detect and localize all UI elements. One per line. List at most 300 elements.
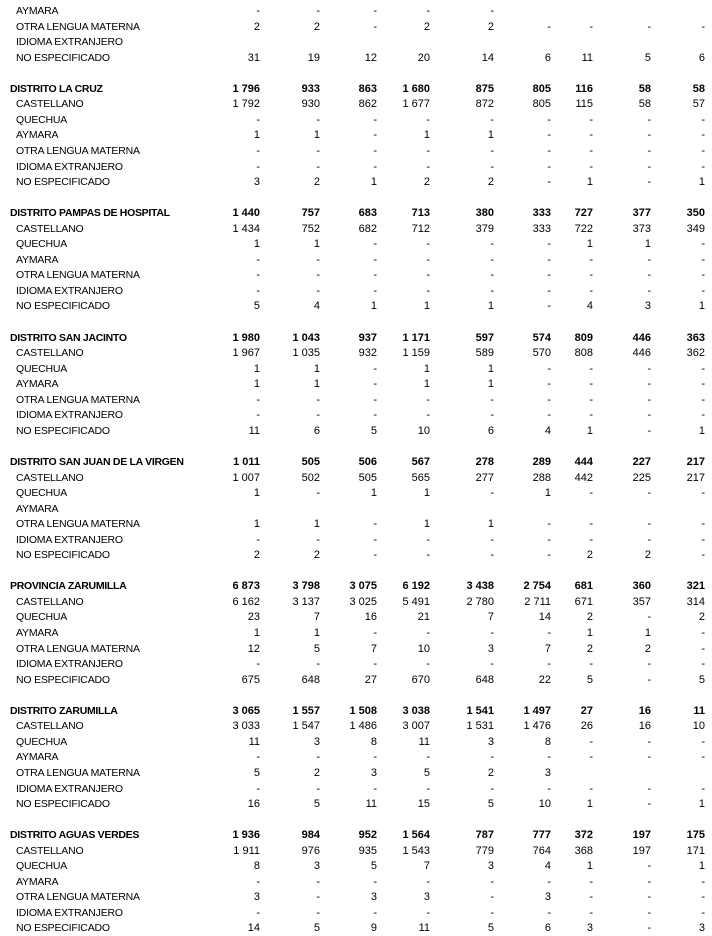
- table-cell: 349: [686, 222, 705, 235]
- table-cell: 506: [358, 455, 377, 468]
- table-cell: -: [589, 751, 593, 764]
- table-cell: 1: [423, 518, 430, 531]
- table-cell: -: [647, 176, 651, 189]
- table-cell: -: [647, 409, 651, 422]
- row-label: AYMARA: [16, 627, 59, 639]
- table-section-header-row: [0, 828, 712, 843]
- table-cell: 2: [644, 549, 651, 562]
- table-row: [0, 782, 712, 797]
- table-cell: -: [373, 20, 377, 33]
- table-cell: 1 680: [402, 82, 430, 95]
- table-cell: 3 007: [402, 720, 430, 733]
- table-cell: -: [490, 875, 494, 888]
- table-cell: -: [647, 20, 651, 33]
- table-cell: 7: [544, 642, 551, 655]
- table-cell: -: [426, 144, 430, 157]
- table-cell: 26: [580, 720, 593, 733]
- table-cell: -: [316, 782, 320, 795]
- row-label: DISTRITO SAN JACINTO: [10, 331, 127, 344]
- table-cell: 2: [253, 20, 260, 33]
- row-label: OTRA LENGUA MATERNA: [16, 642, 140, 655]
- table-cell: 777: [532, 829, 551, 842]
- table-row: [0, 237, 712, 252]
- table-cell: -: [647, 269, 651, 282]
- table-cell: 752: [301, 222, 320, 235]
- table-cell: 446: [632, 331, 651, 344]
- table-cell: 1: [544, 487, 551, 500]
- table-cell: 4: [544, 860, 551, 873]
- table-cell: -: [647, 611, 651, 624]
- table-cell: 11: [581, 51, 593, 64]
- table-cell: -: [316, 284, 320, 297]
- table-cell: 1 508: [349, 704, 377, 717]
- table-cell: 27: [580, 704, 593, 717]
- table-cell: 1: [586, 798, 593, 811]
- table-row: [0, 424, 712, 439]
- table-cell: -: [426, 533, 430, 546]
- table-cell: -: [647, 393, 651, 406]
- table-cell: 808: [574, 347, 593, 360]
- table-cell: 11: [248, 424, 260, 437]
- table-cell: 6 873: [232, 580, 260, 593]
- table-cell: -: [490, 891, 494, 904]
- table-cell: -: [490, 238, 494, 251]
- table-cell: 3: [370, 766, 377, 779]
- table-cell: -: [490, 269, 494, 282]
- row-label: AYMARA: [16, 751, 59, 764]
- table-cell: 288: [532, 471, 551, 484]
- table-cell: -: [701, 144, 705, 157]
- table-cell: -: [701, 627, 705, 639]
- row-label: DISTRITO ZARUMILLA: [10, 704, 118, 717]
- table-cell: 175: [686, 829, 705, 842]
- table-cell: -: [701, 533, 705, 546]
- table-cell: 1 543: [402, 844, 430, 857]
- table-cell: 3 038: [402, 704, 430, 717]
- table-cell: 1: [313, 518, 320, 531]
- table-row: [0, 517, 712, 532]
- table-cell: -: [701, 487, 705, 500]
- table-cell: 333: [532, 207, 551, 220]
- row-label: AYMARA: [16, 253, 59, 266]
- table-cell: 9: [370, 922, 377, 935]
- table-row: [0, 890, 712, 905]
- table-cell: 3: [644, 300, 651, 313]
- table-cell: 16: [638, 720, 651, 733]
- table-cell: 197: [632, 829, 651, 842]
- table-cell: -: [547, 627, 551, 639]
- row-label: QUECHUA: [16, 611, 68, 624]
- table-cell: 1: [370, 487, 377, 500]
- table-cell: 2: [313, 549, 320, 562]
- table-cell: 787: [475, 829, 494, 842]
- table-cell: -: [373, 129, 377, 142]
- row-label: QUECHUA: [16, 487, 68, 500]
- table-row: [0, 393, 712, 408]
- table-cell: -: [373, 144, 377, 157]
- table-cell: 3 025: [349, 595, 377, 608]
- row-label: OTRA LENGUA MATERNA: [16, 20, 140, 33]
- table-cell: 368: [574, 844, 593, 857]
- row-label: OTRA LENGUA MATERNA: [16, 269, 140, 282]
- table-cell: -: [701, 284, 705, 297]
- table-cell: 217: [686, 455, 705, 468]
- table-section-header-row: [0, 206, 712, 221]
- table-cell: 930: [301, 98, 320, 111]
- table-cell: -: [316, 658, 320, 671]
- row-label: DISTRITO LA CRUZ: [10, 82, 103, 95]
- table-cell: 16: [364, 611, 377, 624]
- table-cell: 321: [686, 580, 705, 593]
- row-label: NO ESPECIFICADO: [16, 424, 110, 437]
- table-cell: 11: [693, 704, 705, 717]
- table-cell: -: [373, 906, 377, 919]
- table-cell: -: [490, 627, 494, 639]
- table-cell: -: [701, 129, 705, 142]
- table-cell: -: [701, 113, 705, 126]
- table-cell: 6: [313, 424, 320, 437]
- table-cell: -: [589, 735, 593, 748]
- table-cell: -: [490, 113, 494, 126]
- table-cell: -: [547, 875, 551, 888]
- table-cell: 11: [365, 798, 377, 811]
- row-label: NO ESPECIFICADO: [16, 176, 110, 189]
- table-cell: 3: [423, 891, 430, 904]
- row-label: IDIOMA EXTRANJERO: [16, 533, 123, 546]
- table-cell: -: [256, 875, 260, 888]
- table-cell: 10: [417, 642, 430, 655]
- table-cell: -: [426, 253, 430, 266]
- table-cell: -: [647, 658, 651, 671]
- table-cell: 171: [686, 844, 705, 857]
- table-cell: 1: [370, 300, 377, 313]
- table-cell: -: [490, 751, 494, 764]
- table-row: [0, 642, 712, 657]
- table-cell: -: [373, 751, 377, 764]
- table-cell: 1: [370, 176, 377, 189]
- table-cell: 3: [544, 766, 551, 779]
- table-cell: -: [256, 269, 260, 282]
- table-cell: 5: [370, 424, 377, 437]
- row-label: OTRA LENGUA MATERNA: [16, 766, 140, 779]
- table-cell: -: [373, 113, 377, 126]
- table-cell: -: [316, 891, 320, 904]
- table-cell: 1 440: [232, 207, 260, 220]
- table-cell: -: [647, 533, 651, 546]
- table-row: [0, 875, 712, 890]
- table-cell: 1: [644, 627, 651, 639]
- table-cell: 380: [475, 207, 494, 220]
- table-cell: 1: [423, 487, 430, 500]
- table-cell: 2: [487, 766, 494, 779]
- table-row: [0, 408, 712, 423]
- table-cell: -: [589, 409, 593, 422]
- table-cell: -: [547, 658, 551, 671]
- table-cell: -: [373, 782, 377, 795]
- table-cell: -: [426, 549, 430, 562]
- table-section-header-row: [0, 579, 712, 594]
- table-cell: 1: [487, 518, 494, 531]
- table-cell: -: [701, 518, 705, 531]
- table-cell: 2: [698, 611, 705, 624]
- table-cell: -: [547, 113, 551, 126]
- table-cell: 727: [574, 207, 593, 220]
- table-cell: 1 497: [523, 704, 551, 717]
- table-cell: -: [490, 284, 494, 297]
- table-cell: -: [547, 284, 551, 297]
- table-cell: 5: [586, 673, 593, 686]
- table-cell: 809: [574, 331, 593, 344]
- table-cell: -: [701, 160, 705, 173]
- row-label: AYMARA: [16, 378, 59, 391]
- table-cell: -: [647, 922, 651, 935]
- table-cell: 6 192: [402, 580, 430, 593]
- table-cell: 2: [586, 642, 593, 655]
- table-cell: 937: [358, 331, 377, 344]
- table-cell: 984: [301, 829, 320, 842]
- table-cell: -: [647, 875, 651, 888]
- table-cell: 648: [475, 673, 494, 686]
- table-cell: 1: [586, 627, 593, 639]
- table-cell: 1 541: [466, 704, 494, 717]
- table-cell: -: [547, 518, 551, 531]
- table-cell: 565: [411, 471, 430, 484]
- table-cell: 1: [644, 238, 651, 251]
- table-cell: -: [426, 782, 430, 795]
- table-cell: 377: [632, 207, 651, 220]
- row-label: NO ESPECIFICADO: [16, 673, 110, 686]
- table-cell: -: [373, 5, 377, 17]
- table-row: [0, 20, 712, 35]
- table-cell: 1: [698, 798, 705, 811]
- table-cell: 5: [487, 798, 494, 811]
- row-label: CASTELLANO: [16, 222, 84, 235]
- table-cell: -: [426, 393, 430, 406]
- table-cell: 2: [313, 176, 320, 189]
- table-cell: 6: [544, 922, 551, 935]
- table-cell: -: [547, 176, 551, 189]
- table-cell: 505: [358, 471, 377, 484]
- table-row: [0, 486, 712, 501]
- table-row: [0, 502, 712, 517]
- table-row: [0, 4, 712, 19]
- table-row: [0, 362, 712, 377]
- table-cell: 1: [313, 627, 320, 639]
- table-cell: 671: [574, 595, 593, 608]
- table-cell: 21: [417, 611, 430, 624]
- table-cell: -: [589, 518, 593, 531]
- table-cell: -: [589, 533, 593, 546]
- table-row: [0, 299, 712, 314]
- table-cell: 1: [423, 362, 430, 375]
- table-section-header-row: [0, 82, 712, 97]
- table-cell: 1: [253, 238, 260, 251]
- table-cell: 1: [253, 378, 260, 391]
- table-cell: 1 011: [233, 455, 260, 468]
- table-row: [0, 610, 712, 625]
- table-cell: 22: [538, 673, 551, 686]
- table-cell: 1: [313, 362, 320, 375]
- table-row: [0, 735, 712, 750]
- table-cell: -: [316, 751, 320, 764]
- table-row: [0, 719, 712, 734]
- row-label: NO ESPECIFICADO: [16, 300, 110, 313]
- table-cell: -: [426, 751, 430, 764]
- table-cell: -: [373, 533, 377, 546]
- table-cell: -: [701, 393, 705, 406]
- table-row: [0, 222, 712, 237]
- table-cell: 875: [475, 82, 494, 95]
- table-cell: -: [426, 113, 430, 126]
- table-cell: -: [256, 409, 260, 422]
- table-cell: 1 936: [232, 829, 260, 842]
- table-cell: 2: [586, 611, 593, 624]
- table-cell: 58: [638, 98, 651, 111]
- table-cell: 1: [698, 424, 705, 437]
- table-row: [0, 160, 712, 175]
- table-cell: -: [373, 269, 377, 282]
- table-cell: -: [256, 533, 260, 546]
- table-cell: 2: [423, 176, 430, 189]
- table-cell: -: [701, 409, 705, 422]
- table-cell: -: [701, 549, 705, 562]
- table-cell: -: [373, 627, 377, 639]
- table-cell: -: [647, 891, 651, 904]
- row-label: CASTELLANO: [16, 844, 84, 857]
- table-cell: -: [647, 284, 651, 297]
- table-cell: 3: [313, 735, 320, 748]
- table-cell: -: [490, 549, 494, 562]
- table-row: [0, 113, 712, 128]
- row-label: IDIOMA EXTRANJERO: [16, 160, 123, 173]
- table-cell: -: [547, 269, 551, 282]
- row-label: QUECHUA: [16, 735, 68, 748]
- table-cell: 3: [370, 891, 377, 904]
- table-cell: -: [490, 782, 494, 795]
- table-cell: 278: [475, 455, 494, 468]
- table-cell: 6: [487, 424, 494, 437]
- table-cell: -: [647, 144, 651, 157]
- table-cell: 1 967: [232, 347, 260, 360]
- row-label: IDIOMA EXTRANJERO: [16, 284, 123, 297]
- table-cell: 116: [575, 82, 593, 95]
- table-cell: 5: [253, 766, 260, 779]
- table-cell: -: [490, 253, 494, 266]
- row-label: NO ESPECIFICADO: [16, 798, 110, 811]
- table-cell: -: [647, 518, 651, 531]
- table-cell: -: [547, 20, 551, 33]
- table-cell: -: [256, 284, 260, 297]
- table-cell: 7: [370, 642, 377, 655]
- table-cell: 1: [586, 860, 593, 873]
- row-label: AYMARA: [16, 875, 59, 888]
- table-cell: -: [256, 782, 260, 795]
- table-cell: -: [589, 782, 593, 795]
- table-cell: -: [373, 549, 377, 562]
- row-label: PROVINCIA ZARUMILLA: [10, 580, 127, 593]
- table-cell: 11: [248, 735, 260, 748]
- table-cell: 1: [253, 362, 260, 375]
- table-cell: -: [316, 393, 320, 406]
- table-cell: 444: [574, 455, 593, 468]
- table-cell: -: [426, 160, 430, 173]
- table-row: [0, 175, 712, 190]
- row-label: DISTRITO AGUAS VERDES: [10, 829, 140, 842]
- table-cell: 10: [692, 720, 705, 733]
- table-cell: 3 137: [292, 595, 320, 608]
- table-cell: 1: [487, 129, 494, 142]
- table-cell: -: [547, 782, 551, 795]
- row-label: QUECHUA: [16, 362, 68, 375]
- table-cell: 1 911: [233, 844, 260, 857]
- table-cell: 15: [417, 798, 430, 811]
- table-cell: 502: [301, 471, 320, 484]
- table-cell: 12: [247, 642, 260, 655]
- table-cell: 1: [253, 129, 260, 142]
- table-cell: 31: [247, 51, 260, 64]
- table-cell: 23: [247, 611, 260, 624]
- table-cell: -: [316, 906, 320, 919]
- table-cell: 757: [301, 207, 320, 220]
- table-cell: -: [647, 735, 651, 748]
- table-cell: 5: [253, 300, 260, 313]
- table-cell: -: [256, 160, 260, 173]
- table-cell: 1: [313, 238, 320, 251]
- table-cell: -: [426, 875, 430, 888]
- table-row: [0, 284, 712, 299]
- table-cell: 2: [586, 549, 593, 562]
- table-cell: -: [316, 409, 320, 422]
- table-cell: 1: [586, 176, 593, 189]
- table-cell: -: [547, 906, 551, 919]
- row-label: AYMARA: [16, 5, 59, 17]
- table-cell: 12: [364, 51, 377, 64]
- table-cell: -: [589, 362, 593, 375]
- table-cell: 3: [253, 891, 260, 904]
- table-cell: -: [373, 284, 377, 297]
- table-cell: 58: [692, 82, 705, 95]
- table-cell: 935: [358, 844, 377, 857]
- table-cell: 3: [544, 891, 551, 904]
- row-label: OTRA LENGUA MATERNA: [16, 518, 140, 531]
- row-label: QUECHUA: [16, 113, 68, 126]
- table-cell: 1 531: [466, 720, 494, 733]
- row-label: NO ESPECIFICADO: [16, 549, 110, 562]
- table-cell: -: [426, 658, 430, 671]
- table-cell: 567: [411, 455, 430, 468]
- table-cell: 350: [686, 207, 705, 220]
- table-row: [0, 253, 712, 268]
- table-cell: 8: [370, 735, 377, 748]
- table-cell: -: [647, 129, 651, 142]
- table-cell: -: [316, 875, 320, 888]
- row-label: NO ESPECIFICADO: [16, 51, 110, 64]
- table-cell: 1 980: [232, 331, 260, 344]
- table-cell: 3: [487, 642, 494, 655]
- table-cell: -: [647, 487, 651, 500]
- table-cell: 1 476: [523, 720, 551, 733]
- table-row: [0, 673, 712, 688]
- table-cell: -: [426, 5, 430, 17]
- table-cell: -: [256, 5, 260, 17]
- row-label: OTRA LENGUA MATERNA: [16, 144, 140, 157]
- row-label: CASTELLANO: [16, 595, 84, 608]
- table-cell: 363: [686, 331, 705, 344]
- table-cell: 3: [313, 860, 320, 873]
- table-cell: 863: [358, 82, 377, 95]
- table-cell: 2: [423, 20, 430, 33]
- table-cell: -: [647, 782, 651, 795]
